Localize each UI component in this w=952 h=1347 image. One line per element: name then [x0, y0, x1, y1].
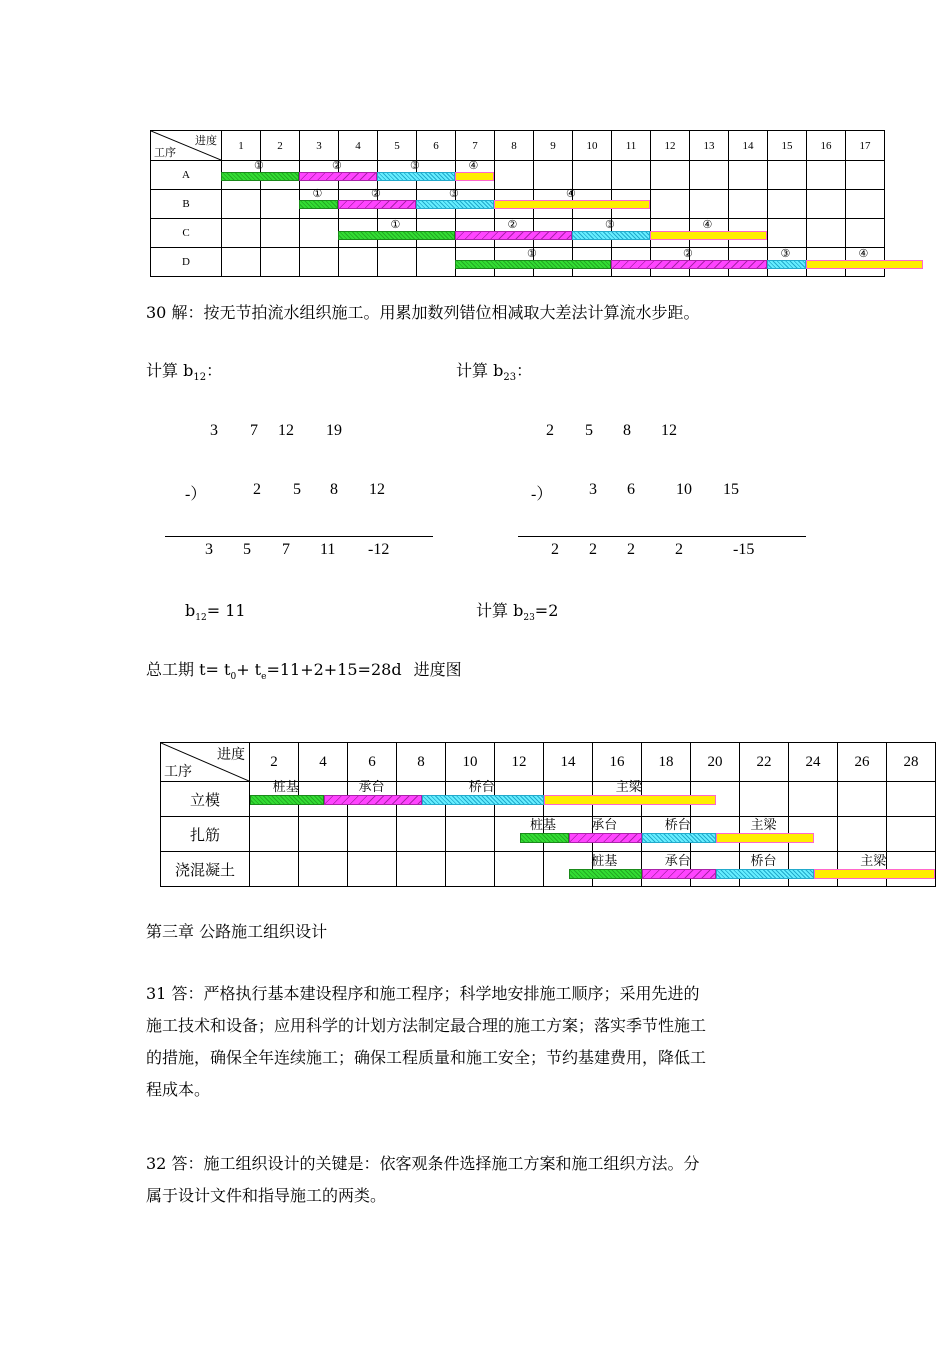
calc-value: 5	[293, 481, 301, 498]
calc-value: 15	[723, 481, 739, 498]
chart2-bar	[544, 795, 716, 805]
chart2-period: 16	[593, 743, 642, 782]
calc-value: 12	[661, 422, 677, 439]
chart2-bar	[814, 869, 936, 879]
chart1-bar	[494, 200, 650, 209]
chart2-row-label: 浇混凝土	[161, 852, 250, 887]
chart2-period: 12	[495, 743, 544, 782]
calc-value: 3	[589, 481, 597, 498]
calc-value: 2	[253, 481, 261, 498]
solution-heading: 30 解：按无节拍流水组织施工。用累加数列错位相减取大差法计算流水步距。	[146, 303, 700, 322]
chart1-bar	[572, 231, 650, 240]
calc-value: 7	[250, 422, 258, 439]
chart1-period: 12	[651, 131, 690, 161]
chart1-row-label: B	[151, 190, 222, 219]
chart1-bar	[455, 231, 572, 240]
chart1-period: 6	[417, 131, 456, 161]
chart1-period: 15	[768, 131, 807, 161]
chart1-bar-label: ④	[468, 159, 479, 172]
chart1-bar	[455, 172, 494, 181]
chart1-period: 13	[690, 131, 729, 161]
calc-value: 19	[326, 422, 342, 439]
chart2-period: 24	[789, 743, 838, 782]
answer-31-line: 施工技术和设备；应用科学的计划方法制定最合理的施工方案；落实季节性施工	[146, 1016, 707, 1035]
chart2-bar	[569, 869, 643, 879]
chart2-bar-label: 桥台	[468, 780, 495, 795]
calc-divider	[165, 536, 433, 537]
chart1-header-progress: 进度	[195, 134, 217, 147]
calc-divider	[518, 536, 806, 537]
answer-31-line: 31 答：严格执行基本建设程序和施工程序；科学地安排施工顺序；采用先进的	[146, 984, 700, 1003]
calc-result: 2	[551, 541, 559, 558]
b12-result: $b_{12}= 11$	[185, 601, 246, 624]
calc-result: 7	[282, 541, 290, 558]
chart1-bar	[455, 260, 611, 269]
chart2-bar-label: 桩基	[530, 818, 557, 833]
calc-value: 3	[210, 422, 218, 439]
chart2-bar-label: 桥台	[664, 818, 691, 833]
chart1-bar-label: ③	[449, 187, 459, 200]
flow-schedule-chart-2	[160, 742, 936, 887]
chart2-header-row	[161, 743, 936, 782]
chart1-bar	[416, 200, 494, 209]
chart1-bar	[377, 172, 455, 181]
chart2-bar	[716, 833, 814, 843]
chart2-bar	[324, 795, 422, 805]
calc-value: 12	[278, 422, 294, 439]
calc-value: 6	[627, 481, 635, 498]
chart1-header-process: 工序	[154, 146, 176, 159]
chart1-bar-label: ③	[605, 218, 615, 231]
chart1-period: 11	[612, 131, 651, 161]
calc-result: 2	[589, 541, 597, 558]
calc-result: 11	[320, 541, 336, 558]
total-duration: 总工期 $t= t_0+ t_e=11+2+15=28d$ 进度图	[146, 660, 462, 683]
calc-b23-heading: 计算 $b_{23}$：	[456, 361, 533, 384]
calc-value: 10	[676, 481, 692, 498]
calc-b12-heading: 计算 $b_{12}$：	[146, 361, 223, 384]
chart1-period: 3	[300, 131, 339, 161]
chart2-period: 6	[348, 743, 397, 782]
chart2-period: 20	[691, 743, 740, 782]
chart2-period: 2	[250, 743, 299, 782]
calc-value: 2	[546, 422, 554, 439]
chart2-period: 8	[397, 743, 446, 782]
chart1-period: 7	[456, 131, 495, 161]
calc-result: 3	[205, 541, 213, 558]
chart1-period: 4	[339, 131, 378, 161]
calc-result: 5	[243, 541, 251, 558]
chart2-corner-cell	[161, 743, 250, 782]
chart1-bar	[338, 200, 416, 209]
chart1-bar	[806, 260, 923, 269]
chart1-bar-label: ④	[858, 247, 869, 260]
minus-sign: -）	[185, 486, 207, 503]
chart2-bar	[569, 833, 643, 843]
answer-31-line: 程成本。	[146, 1080, 211, 1099]
chart2-row-label: 立模	[161, 782, 250, 817]
chart1-period: 10	[573, 131, 612, 161]
chart2-bar-label: 桩基	[272, 780, 299, 795]
chart2-bar	[642, 833, 716, 843]
chart2-period: 10	[446, 743, 495, 782]
chart2-period: 22	[740, 743, 789, 782]
chart2-header-progress: 进度	[217, 747, 245, 763]
answer-31-line: 的措施，确保全年连续施工；确保工程质量和施工安全；节约基建费用，降低工	[146, 1048, 707, 1067]
chart1-header-row	[151, 131, 885, 161]
chart1-bar-label: ②	[332, 159, 342, 172]
chart1-period: 8	[495, 131, 534, 161]
calc-result: -12	[368, 541, 390, 558]
chart1-bar-label: ④	[566, 187, 576, 200]
chart1-bar	[299, 172, 377, 181]
chart2-bar	[716, 869, 814, 879]
chart2-bar-label: 主梁	[615, 780, 642, 795]
chart1-bar-label: ①	[312, 187, 323, 200]
chart2-header-process: 工序	[164, 764, 192, 780]
minus-sign: -）	[531, 486, 553, 503]
chart1-row-label: D	[151, 248, 222, 277]
chart1-bar-label: ②	[371, 187, 381, 200]
chart1-period: 14	[729, 131, 768, 161]
chart2-bar-label: 桩基	[591, 854, 618, 869]
chart1-period: 5	[378, 131, 417, 161]
chart1-bar-label: ④	[702, 218, 713, 231]
calc-value: 8	[623, 422, 631, 439]
chart2-period: 14	[544, 743, 593, 782]
chart1-bar-label: ①	[390, 218, 401, 231]
chart2-period: 28	[887, 743, 936, 782]
calc-value: 12	[369, 481, 385, 498]
chart1-bar	[338, 231, 455, 240]
chart1-period: 1	[222, 131, 261, 161]
chart1-period: 16	[807, 131, 846, 161]
chart2-bar-label: 承台	[664, 854, 691, 869]
b23-result: 计算 $b_{23}=2$	[476, 601, 559, 624]
chart1-period: 9	[534, 131, 573, 161]
chart2-bar	[642, 869, 716, 879]
chart1-bar	[299, 200, 338, 209]
chart2-bar-label: 主梁	[750, 818, 777, 833]
chapter-title: 第三章 公路施工组织设计	[146, 922, 328, 941]
chart1-row-label: C	[151, 219, 222, 248]
chart2-bar	[250, 795, 324, 805]
calc-result: 2	[675, 541, 683, 558]
chart2-bar-label: 承台	[591, 818, 618, 833]
calc-result: 2	[627, 541, 635, 558]
calc-value: 5	[585, 422, 593, 439]
calc-result: -15	[733, 541, 755, 558]
chart2-period: 4	[299, 743, 348, 782]
chart1-row-label: A	[151, 161, 222, 190]
chart2-bar-label: 承台	[358, 780, 385, 795]
chart1-bar-label: ①	[254, 159, 264, 172]
chart1-bar-label: ①	[527, 247, 537, 260]
chart2-bar-label: 桥台	[750, 854, 777, 869]
chart2-bar-label: 主梁	[860, 854, 887, 869]
chart2-period: 18	[642, 743, 691, 782]
chart1-bar-label: ②	[507, 218, 518, 231]
chart2-row-label: 扎筋	[161, 817, 250, 852]
chart1-bar-label: ③	[780, 247, 791, 260]
chart1-corner-cell	[151, 131, 222, 161]
chart1-bar	[650, 231, 767, 240]
chart2-bar	[422, 795, 545, 805]
chart1-bar-label: ③	[410, 159, 420, 172]
chart1-bar	[767, 260, 806, 269]
chart1-bar	[611, 260, 767, 269]
chart1-period: 17	[846, 131, 885, 161]
chart2-period: 26	[838, 743, 887, 782]
answer-32-line: 属于设计文件和指导施工的两类。	[146, 1186, 387, 1205]
answer-32-line: 32 答：施工组织设计的关键是：依客观条件选择施工方案和施工组织方法。分	[146, 1154, 700, 1173]
calc-value: 8	[330, 481, 338, 498]
chart1-bar	[221, 172, 299, 181]
chart1-period: 2	[261, 131, 300, 161]
chart1-bar-label: ②	[683, 247, 693, 260]
chart2-bar	[520, 833, 569, 843]
